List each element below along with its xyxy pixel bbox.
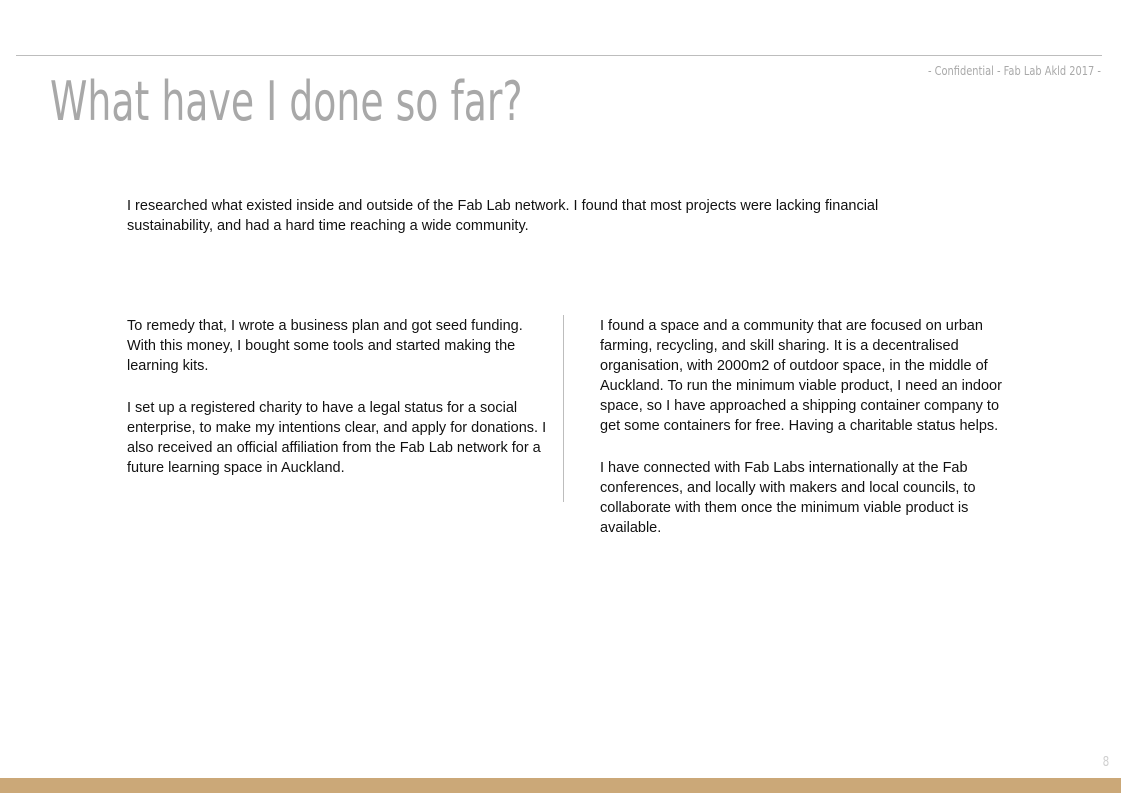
right-column <box>600 316 1020 560</box>
page-title: What have I done so far? <box>50 70 523 133</box>
footer-accent-bar <box>0 778 1121 793</box>
right-paragraph-space: I found a space and a community that are focused on urban farming, recycling, and skill sharing. It is a decentralised organisation, with 2000m2 of outdoor space, in the middle of Auckland. To run the minimum viable product, I need an indoor space, so I have approached a shipping container company to get some containers for free. Having a charitable status helps. <box>600 318 1002 434</box>
header-divider <box>16 55 1102 56</box>
left-column <box>127 316 547 500</box>
column-divider <box>563 315 564 502</box>
page-number: 8 <box>1102 755 1109 770</box>
left-paragraph-charity: I set up a registered charity to have a legal status for a social enterprise, to make my intentions clear, and apply for donations. I also received an official affiliation from the Fab Lab network for a future learning space in Auckland. <box>127 400 547 476</box>
confidential-label: - Confidential - Fab Lab Akld 2017 - <box>927 64 1101 78</box>
left-paragraph-funding: To remedy that, I wrote a business plan and got seed funding. With this money, I bought some tools and started making the learning kits. <box>127 318 523 374</box>
intro-paragraph: I researched what existed inside and outside of the Fab Lab network. I found that most projects were lacking financial sustainability, and had a hard time reaching a wide community. <box>127 198 879 234</box>
right-paragraph-network: I have connected with Fab Labs internationally at the Fab conferences, and locally with makers and local councils, to collaborate with them once the minimum viable product is available. <box>600 460 976 536</box>
